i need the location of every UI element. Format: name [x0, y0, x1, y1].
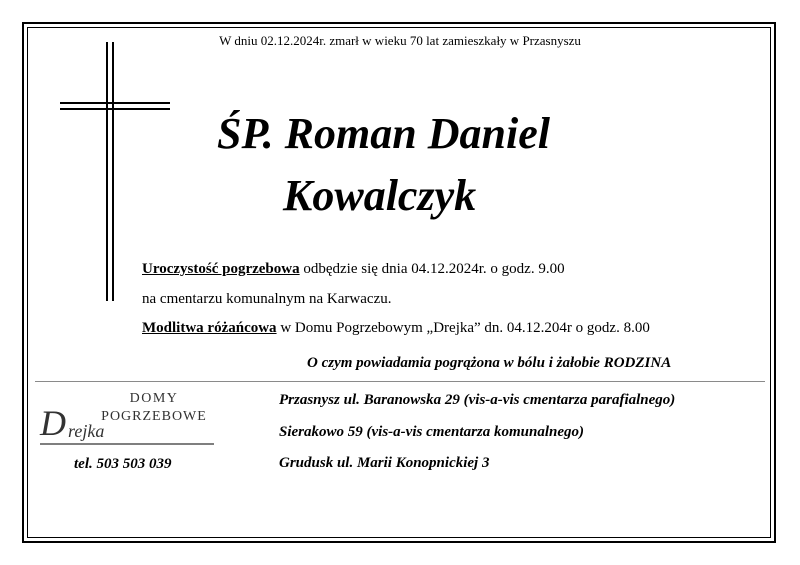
funeral-label: Uroczystość pogrzebowa: [142, 261, 300, 277]
funeral-place: na cmentarzu komunalnym na Karwaczu.: [142, 291, 392, 307]
deceased-name-line2: Kowalczyk: [283, 171, 477, 220]
address-przasnysz: Przasnysz ul. Baranowska 29 (vis-a-vis cmentarza parafialnego): [279, 392, 676, 408]
cross-vertical-bar-left: [106, 42, 108, 301]
death-notice-header: W dniu 02.12.2024r. zmarł w wieku 70 lat zamieszkały w Przasnyszu: [219, 33, 581, 48]
logo-text-domy: DOMY: [129, 391, 179, 406]
prayer-label: Modlitwa różańcowa: [142, 320, 277, 336]
cross-horizontal-bar-top: [60, 102, 170, 104]
address-sierakowo: Sierakowo 59 (vis-a-vis cmentarza komunalnego): [279, 424, 585, 440]
cross-horizontal-bar-bottom: [60, 108, 170, 110]
prayer-info: [142, 321, 650, 336]
company-phone: tel. 503 503 039: [74, 456, 172, 472]
prayer-text: w Domu Pogrzebowym „Drejka” dn. 04.12.204r o godz. 8.00: [276, 320, 650, 336]
funeral-info: [142, 262, 565, 277]
cross-vertical-bar-right: [112, 42, 114, 301]
logo-initial: D: [40, 403, 66, 443]
funeral-text: odbędzie się dnia 04.12.2024r. o godz. 9.00: [299, 261, 565, 277]
address-grudusk: Grudusk ul. Marii Konopnickiej 3: [279, 455, 490, 471]
funeral-home-logo: [36, 389, 226, 449]
deceased-name-line1: ŚP. Roman Daniel: [217, 109, 550, 158]
logo-text-pogrzebowe: POGRZEBOWE: [101, 409, 207, 424]
family-signoff: O czym powiadamia pogrążona w bólu i żałobie RODZINA: [307, 355, 672, 371]
logo-name: rejka: [68, 421, 105, 441]
divider-line: [35, 381, 765, 382]
